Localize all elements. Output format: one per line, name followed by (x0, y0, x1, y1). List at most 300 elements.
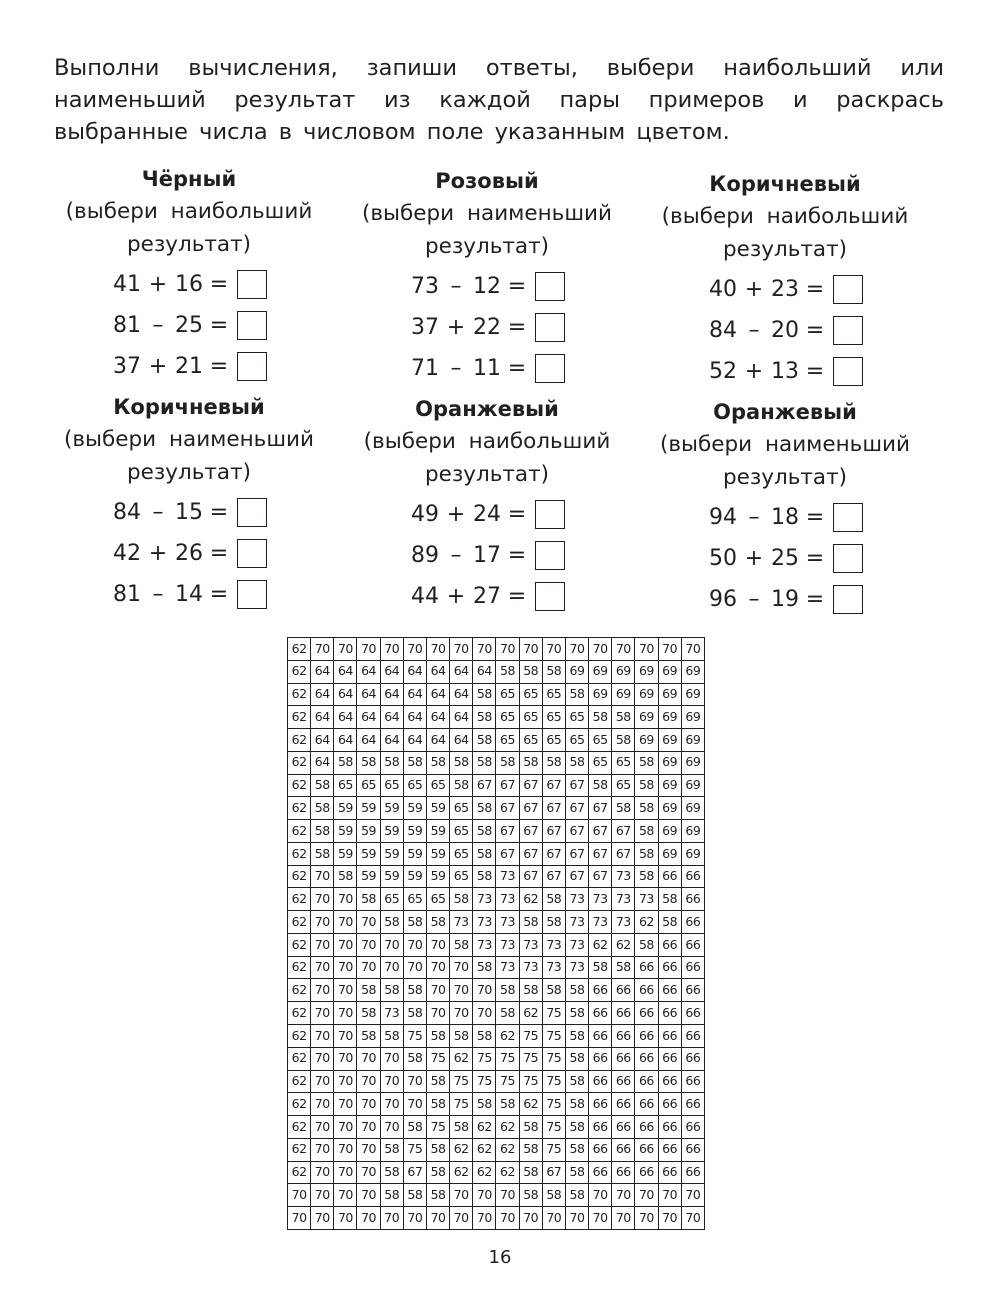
grid-cell[interactable]: 58 (403, 751, 426, 774)
grid-cell[interactable]: 62 (288, 660, 311, 683)
grid-cell[interactable]: 59 (403, 797, 426, 820)
answer-box[interactable] (237, 539, 267, 568)
grid-cell[interactable]: 67 (589, 842, 612, 865)
grid-cell[interactable]: 70 (380, 1070, 403, 1093)
grid-cell[interactable]: 64 (450, 706, 473, 729)
grid-cell[interactable]: 66 (635, 1093, 658, 1116)
grid-cell[interactable]: 58 (565, 1116, 588, 1139)
grid-cell[interactable]: 70 (450, 979, 473, 1002)
grid-cell[interactable]: 70 (403, 933, 426, 956)
grid-cell[interactable]: 59 (357, 842, 380, 865)
grid-cell[interactable]: 75 (426, 1116, 449, 1139)
grid-cell[interactable]: 62 (288, 638, 311, 661)
grid-cell[interactable]: 70 (426, 933, 449, 956)
grid-cell[interactable]: 66 (612, 1002, 635, 1025)
grid-cell[interactable]: 66 (658, 1025, 681, 1048)
grid-cell[interactable]: 69 (635, 729, 658, 752)
grid-cell[interactable]: 69 (681, 820, 704, 843)
grid-cell[interactable]: 64 (334, 706, 357, 729)
grid-cell[interactable]: 70 (357, 1184, 380, 1207)
grid-cell[interactable]: 66 (589, 1093, 612, 1116)
grid-cell[interactable]: 69 (681, 751, 704, 774)
grid-cell[interactable]: 66 (635, 956, 658, 979)
grid-cell[interactable]: 70 (403, 1070, 426, 1093)
grid-cell[interactable]: 59 (403, 820, 426, 843)
answer-box[interactable] (535, 582, 565, 611)
grid-cell[interactable]: 58 (473, 729, 496, 752)
grid-cell[interactable]: 70 (311, 1207, 334, 1230)
grid-cell[interactable]: 67 (542, 797, 565, 820)
grid-cell[interactable]: 67 (519, 865, 542, 888)
grid-cell[interactable]: 70 (288, 1207, 311, 1230)
grid-cell[interactable]: 73 (565, 911, 588, 934)
grid-cell[interactable]: 69 (658, 797, 681, 820)
grid-cell[interactable]: 58 (357, 1025, 380, 1048)
grid-cell[interactable]: 70 (311, 1002, 334, 1025)
grid-cell[interactable]: 58 (565, 1184, 588, 1207)
grid-cell[interactable]: 58 (426, 1070, 449, 1093)
grid-cell[interactable]: 58 (542, 979, 565, 1002)
grid-cell[interactable]: 73 (612, 888, 635, 911)
grid-cell[interactable]: 73 (519, 956, 542, 979)
grid-cell[interactable]: 64 (357, 683, 380, 706)
grid-cell[interactable]: 64 (450, 729, 473, 752)
grid-cell[interactable]: 64 (473, 660, 496, 683)
grid-cell[interactable]: 66 (635, 979, 658, 1002)
grid-cell[interactable]: 64 (311, 660, 334, 683)
grid-cell[interactable]: 73 (380, 1002, 403, 1025)
grid-cell[interactable]: 66 (589, 1002, 612, 1025)
grid-cell[interactable]: 70 (612, 1207, 635, 1230)
grid-cell[interactable]: 70 (542, 638, 565, 661)
grid-cell[interactable]: 67 (542, 774, 565, 797)
grid-cell[interactable]: 70 (311, 1093, 334, 1116)
grid-cell[interactable]: 58 (565, 1047, 588, 1070)
grid-cell[interactable]: 65 (519, 729, 542, 752)
grid-cell[interactable]: 62 (450, 1138, 473, 1161)
grid-cell[interactable]: 59 (357, 865, 380, 888)
grid-cell[interactable]: 65 (426, 888, 449, 911)
grid-cell[interactable]: 70 (473, 1207, 496, 1230)
grid-cell[interactable]: 58 (635, 797, 658, 820)
grid-cell[interactable]: 65 (496, 706, 519, 729)
grid-cell[interactable]: 58 (426, 1025, 449, 1048)
grid-cell[interactable]: 70 (311, 1116, 334, 1139)
grid-cell[interactable]: 65 (542, 729, 565, 752)
grid-cell[interactable]: 70 (357, 638, 380, 661)
grid-cell[interactable]: 58 (450, 888, 473, 911)
grid-cell[interactable]: 58 (612, 956, 635, 979)
grid-cell[interactable]: 58 (635, 820, 658, 843)
grid-cell[interactable]: 65 (565, 706, 588, 729)
grid-cell[interactable]: 66 (658, 1002, 681, 1025)
grid-cell[interactable]: 69 (658, 820, 681, 843)
grid-cell[interactable]: 65 (426, 774, 449, 797)
grid-cell[interactable]: 58 (612, 729, 635, 752)
grid-cell[interactable]: 70 (473, 1184, 496, 1207)
grid-cell[interactable]: 59 (426, 865, 449, 888)
grid-cell[interactable]: 67 (496, 774, 519, 797)
grid-cell[interactable]: 58 (450, 1025, 473, 1048)
grid-cell[interactable]: 58 (565, 1138, 588, 1161)
grid-cell[interactable]: 67 (542, 865, 565, 888)
grid-cell[interactable]: 66 (635, 1002, 658, 1025)
grid-cell[interactable]: 58 (635, 774, 658, 797)
grid-cell[interactable]: 58 (473, 797, 496, 820)
grid-cell[interactable]: 66 (681, 911, 704, 934)
grid-cell[interactable]: 70 (496, 638, 519, 661)
grid-cell[interactable]: 64 (380, 683, 403, 706)
grid-cell[interactable]: 62 (288, 820, 311, 843)
grid-cell[interactable]: 75 (473, 1070, 496, 1093)
grid-cell[interactable]: 58 (403, 1116, 426, 1139)
grid-cell[interactable]: 73 (565, 956, 588, 979)
grid-cell[interactable]: 62 (288, 1025, 311, 1048)
grid-cell[interactable]: 70 (681, 1184, 704, 1207)
grid-cell[interactable]: 75 (519, 1025, 542, 1048)
grid-cell[interactable]: 70 (450, 1207, 473, 1230)
grid-cell[interactable]: 73 (565, 888, 588, 911)
grid-cell[interactable]: 73 (496, 956, 519, 979)
grid-cell[interactable]: 64 (380, 660, 403, 683)
grid-cell[interactable]: 73 (589, 888, 612, 911)
grid-cell[interactable]: 73 (519, 933, 542, 956)
grid-cell[interactable]: 58 (635, 933, 658, 956)
grid-cell[interactable]: 67 (496, 842, 519, 865)
grid-cell[interactable]: 58 (450, 933, 473, 956)
grid-cell[interactable]: 65 (403, 774, 426, 797)
grid-cell[interactable]: 62 (612, 933, 635, 956)
grid-cell[interactable]: 67 (519, 774, 542, 797)
grid-cell[interactable]: 70 (334, 1047, 357, 1070)
grid-cell[interactable]: 58 (311, 842, 334, 865)
grid-cell[interactable]: 65 (589, 729, 612, 752)
grid-cell[interactable]: 58 (334, 751, 357, 774)
grid-cell[interactable]: 58 (542, 888, 565, 911)
grid-cell[interactable]: 58 (450, 1116, 473, 1139)
grid-cell[interactable]: 58 (357, 751, 380, 774)
grid-cell[interactable]: 69 (589, 660, 612, 683)
grid-cell[interactable]: 58 (565, 683, 588, 706)
grid-cell[interactable]: 58 (496, 1002, 519, 1025)
grid-cell[interactable]: 58 (380, 1161, 403, 1184)
grid-cell[interactable]: 62 (496, 1025, 519, 1048)
grid-cell[interactable]: 70 (658, 1184, 681, 1207)
grid-cell[interactable]: 66 (635, 1138, 658, 1161)
grid-cell[interactable]: 59 (334, 842, 357, 865)
grid-cell[interactable]: 70 (403, 638, 426, 661)
grid-cell[interactable]: 70 (334, 638, 357, 661)
grid-cell[interactable]: 58 (519, 979, 542, 1002)
grid-cell[interactable]: 62 (473, 1161, 496, 1184)
grid-cell[interactable]: 70 (357, 956, 380, 979)
grid-cell[interactable]: 70 (311, 1047, 334, 1070)
grid-cell[interactable]: 58 (311, 820, 334, 843)
grid-cell[interactable]: 64 (426, 660, 449, 683)
grid-cell[interactable]: 73 (635, 888, 658, 911)
grid-cell[interactable]: 70 (589, 1184, 612, 1207)
grid-cell[interactable]: 64 (403, 729, 426, 752)
grid-cell[interactable]: 70 (334, 979, 357, 1002)
grid-cell[interactable]: 66 (658, 1093, 681, 1116)
grid-cell[interactable]: 58 (565, 979, 588, 1002)
grid-cell[interactable]: 66 (681, 865, 704, 888)
grid-cell[interactable]: 73 (542, 933, 565, 956)
grid-cell[interactable]: 70 (380, 956, 403, 979)
grid-cell[interactable]: 69 (589, 683, 612, 706)
grid-cell[interactable]: 65 (612, 751, 635, 774)
grid-cell[interactable]: 66 (658, 865, 681, 888)
grid-cell[interactable]: 64 (357, 660, 380, 683)
grid-cell[interactable]: 62 (288, 706, 311, 729)
grid-cell[interactable]: 65 (334, 774, 357, 797)
grid-cell[interactable]: 70 (426, 638, 449, 661)
grid-cell[interactable]: 67 (565, 842, 588, 865)
grid-cell[interactable]: 67 (612, 842, 635, 865)
grid-cell[interactable]: 64 (450, 660, 473, 683)
grid-cell[interactable]: 58 (426, 1093, 449, 1116)
grid-cell[interactable]: 58 (380, 979, 403, 1002)
grid-cell[interactable]: 69 (681, 797, 704, 820)
grid-cell[interactable]: 70 (311, 888, 334, 911)
grid-cell[interactable]: 66 (681, 1047, 704, 1070)
grid-cell[interactable]: 70 (658, 1207, 681, 1230)
grid-cell[interactable]: 62 (288, 1161, 311, 1184)
answer-box[interactable] (535, 354, 565, 383)
grid-cell[interactable]: 58 (380, 911, 403, 934)
grid-cell[interactable]: 58 (473, 1093, 496, 1116)
grid-cell[interactable]: 69 (658, 751, 681, 774)
grid-cell[interactable]: 70 (403, 1207, 426, 1230)
grid-cell[interactable]: 58 (565, 1002, 588, 1025)
grid-cell[interactable]: 66 (612, 1093, 635, 1116)
grid-cell[interactable]: 75 (450, 1093, 473, 1116)
grid-cell[interactable]: 70 (311, 911, 334, 934)
grid-cell[interactable]: 58 (565, 1161, 588, 1184)
grid-cell[interactable]: 67 (519, 820, 542, 843)
answer-box[interactable] (833, 544, 863, 573)
grid-cell[interactable]: 70 (334, 1116, 357, 1139)
grid-cell[interactable]: 69 (612, 683, 635, 706)
grid-cell[interactable]: 65 (357, 774, 380, 797)
grid-cell[interactable]: 62 (288, 933, 311, 956)
grid-cell[interactable]: 58 (565, 751, 588, 774)
grid-cell[interactable]: 75 (542, 1025, 565, 1048)
grid-cell[interactable]: 58 (542, 911, 565, 934)
grid-cell[interactable]: 70 (403, 1093, 426, 1116)
grid-cell[interactable]: 62 (450, 1047, 473, 1070)
grid-cell[interactable]: 70 (334, 1002, 357, 1025)
grid-cell[interactable]: 69 (658, 660, 681, 683)
grid-cell[interactable]: 69 (635, 706, 658, 729)
grid-cell[interactable]: 66 (658, 1047, 681, 1070)
grid-cell[interactable]: 64 (403, 683, 426, 706)
grid-cell[interactable]: 58 (426, 1184, 449, 1207)
grid-cell[interactable]: 66 (681, 979, 704, 1002)
grid-cell[interactable]: 66 (681, 1138, 704, 1161)
grid-cell[interactable]: 66 (658, 1161, 681, 1184)
grid-cell[interactable]: 70 (519, 1207, 542, 1230)
grid-cell[interactable]: 59 (426, 820, 449, 843)
grid-cell[interactable]: 58 (635, 865, 658, 888)
grid-cell[interactable]: 70 (519, 638, 542, 661)
grid-cell[interactable]: 67 (519, 842, 542, 865)
grid-cell[interactable]: 62 (288, 1070, 311, 1093)
grid-cell[interactable]: 67 (565, 797, 588, 820)
grid-cell[interactable]: 65 (589, 751, 612, 774)
grid-cell[interactable]: 70 (380, 1047, 403, 1070)
grid-cell[interactable]: 67 (519, 797, 542, 820)
grid-cell[interactable]: 66 (589, 1138, 612, 1161)
grid-cell[interactable]: 70 (357, 933, 380, 956)
grid-cell[interactable]: 70 (311, 956, 334, 979)
grid-cell[interactable]: 62 (288, 1116, 311, 1139)
grid-cell[interactable]: 58 (426, 1161, 449, 1184)
grid-cell[interactable]: 58 (565, 1070, 588, 1093)
grid-cell[interactable]: 62 (288, 774, 311, 797)
grid-cell[interactable]: 67 (542, 1161, 565, 1184)
grid-cell[interactable]: 73 (565, 933, 588, 956)
grid-cell[interactable]: 70 (288, 1184, 311, 1207)
grid-cell[interactable]: 58 (496, 979, 519, 1002)
grid-cell[interactable]: 70 (658, 638, 681, 661)
grid-cell[interactable]: 66 (681, 933, 704, 956)
grid-cell[interactable]: 62 (288, 751, 311, 774)
grid-cell[interactable]: 73 (496, 888, 519, 911)
grid-cell[interactable]: 70 (681, 1207, 704, 1230)
grid-cell[interactable]: 58 (589, 774, 612, 797)
answer-box[interactable] (535, 313, 565, 342)
grid-cell[interactable]: 58 (519, 1116, 542, 1139)
grid-cell[interactable]: 65 (496, 683, 519, 706)
grid-cell[interactable]: 75 (542, 1093, 565, 1116)
grid-cell[interactable]: 75 (542, 1116, 565, 1139)
grid-cell[interactable]: 69 (681, 842, 704, 865)
grid-cell[interactable]: 70 (635, 1207, 658, 1230)
grid-cell[interactable]: 73 (542, 956, 565, 979)
grid-cell[interactable]: 70 (473, 1002, 496, 1025)
grid-cell[interactable]: 70 (450, 638, 473, 661)
grid-cell[interactable]: 58 (473, 842, 496, 865)
answer-box[interactable] (237, 352, 267, 381)
grid-cell[interactable]: 67 (542, 820, 565, 843)
grid-cell[interactable]: 58 (658, 888, 681, 911)
grid-cell[interactable]: 69 (658, 774, 681, 797)
grid-cell[interactable]: 59 (426, 797, 449, 820)
grid-cell[interactable]: 67 (496, 820, 519, 843)
grid-cell[interactable]: 70 (357, 911, 380, 934)
grid-cell[interactable]: 66 (658, 979, 681, 1002)
grid-cell[interactable]: 58 (473, 751, 496, 774)
grid-cell[interactable]: 66 (681, 1161, 704, 1184)
grid-cell[interactable]: 70 (311, 933, 334, 956)
answer-box[interactable] (237, 498, 267, 527)
answer-box[interactable] (237, 580, 267, 609)
grid-cell[interactable]: 67 (565, 774, 588, 797)
grid-cell[interactable]: 64 (450, 683, 473, 706)
grid-cell[interactable]: 58 (426, 911, 449, 934)
grid-cell[interactable]: 62 (496, 1161, 519, 1184)
grid-cell[interactable]: 64 (357, 729, 380, 752)
grid-cell[interactable]: 75 (542, 1047, 565, 1070)
grid-cell[interactable]: 69 (681, 683, 704, 706)
grid-cell[interactable]: 58 (496, 751, 519, 774)
grid-cell[interactable]: 70 (311, 1161, 334, 1184)
grid-cell[interactable]: 70 (380, 1116, 403, 1139)
grid-cell[interactable]: 58 (473, 865, 496, 888)
grid-cell[interactable]: 70 (311, 1184, 334, 1207)
grid-cell[interactable]: 75 (403, 1025, 426, 1048)
grid-cell[interactable]: 69 (635, 660, 658, 683)
grid-cell[interactable]: 58 (357, 888, 380, 911)
grid-cell[interactable]: 69 (658, 706, 681, 729)
grid-cell[interactable]: 58 (473, 706, 496, 729)
grid-cell[interactable]: 66 (681, 1093, 704, 1116)
grid-cell[interactable]: 69 (681, 729, 704, 752)
answer-box[interactable] (833, 275, 863, 304)
grid-cell[interactable]: 70 (426, 979, 449, 1002)
grid-cell[interactable]: 70 (426, 956, 449, 979)
grid-cell[interactable]: 70 (334, 1093, 357, 1116)
grid-cell[interactable]: 73 (473, 911, 496, 934)
grid-cell[interactable]: 67 (589, 797, 612, 820)
grid-cell[interactable]: 67 (589, 865, 612, 888)
grid-cell[interactable]: 65 (450, 865, 473, 888)
grid-cell[interactable]: 70 (473, 638, 496, 661)
grid-cell[interactable]: 69 (658, 683, 681, 706)
grid-cell[interactable]: 70 (635, 1184, 658, 1207)
answer-box[interactable] (535, 272, 565, 301)
grid-cell[interactable]: 58 (519, 1184, 542, 1207)
grid-cell[interactable]: 70 (311, 1070, 334, 1093)
answer-box[interactable] (237, 311, 267, 340)
grid-cell[interactable]: 58 (519, 911, 542, 934)
grid-cell[interactable]: 70 (311, 865, 334, 888)
grid-cell[interactable]: 69 (681, 706, 704, 729)
grid-cell[interactable]: 70 (357, 1138, 380, 1161)
grid-cell[interactable]: 70 (450, 1002, 473, 1025)
grid-cell[interactable]: 58 (380, 751, 403, 774)
grid-cell[interactable]: 70 (565, 1207, 588, 1230)
grid-cell[interactable]: 70 (334, 911, 357, 934)
grid-cell[interactable]: 66 (589, 1047, 612, 1070)
grid-cell[interactable]: 70 (565, 638, 588, 661)
grid-cell[interactable]: 62 (288, 1138, 311, 1161)
grid-cell[interactable]: 64 (426, 683, 449, 706)
grid-cell[interactable]: 58 (403, 911, 426, 934)
grid-cell[interactable]: 70 (403, 956, 426, 979)
grid-cell[interactable]: 66 (681, 888, 704, 911)
grid-cell[interactable]: 59 (380, 820, 403, 843)
grid-cell[interactable]: 75 (403, 1138, 426, 1161)
grid-cell[interactable]: 65 (403, 888, 426, 911)
grid-cell[interactable]: 64 (334, 660, 357, 683)
grid-cell[interactable]: 70 (426, 1002, 449, 1025)
grid-cell[interactable]: 58 (473, 820, 496, 843)
grid-cell[interactable]: 70 (380, 1207, 403, 1230)
grid-cell[interactable]: 62 (288, 729, 311, 752)
grid-cell[interactable]: 73 (612, 865, 635, 888)
grid-cell[interactable]: 67 (612, 820, 635, 843)
grid-cell[interactable]: 58 (589, 956, 612, 979)
grid-cell[interactable]: 59 (334, 797, 357, 820)
grid-cell[interactable]: 66 (681, 1025, 704, 1048)
grid-cell[interactable]: 58 (542, 751, 565, 774)
grid-cell[interactable]: 70 (496, 1184, 519, 1207)
grid-cell[interactable]: 75 (542, 1070, 565, 1093)
grid-cell[interactable]: 58 (403, 979, 426, 1002)
grid-cell[interactable]: 59 (357, 797, 380, 820)
